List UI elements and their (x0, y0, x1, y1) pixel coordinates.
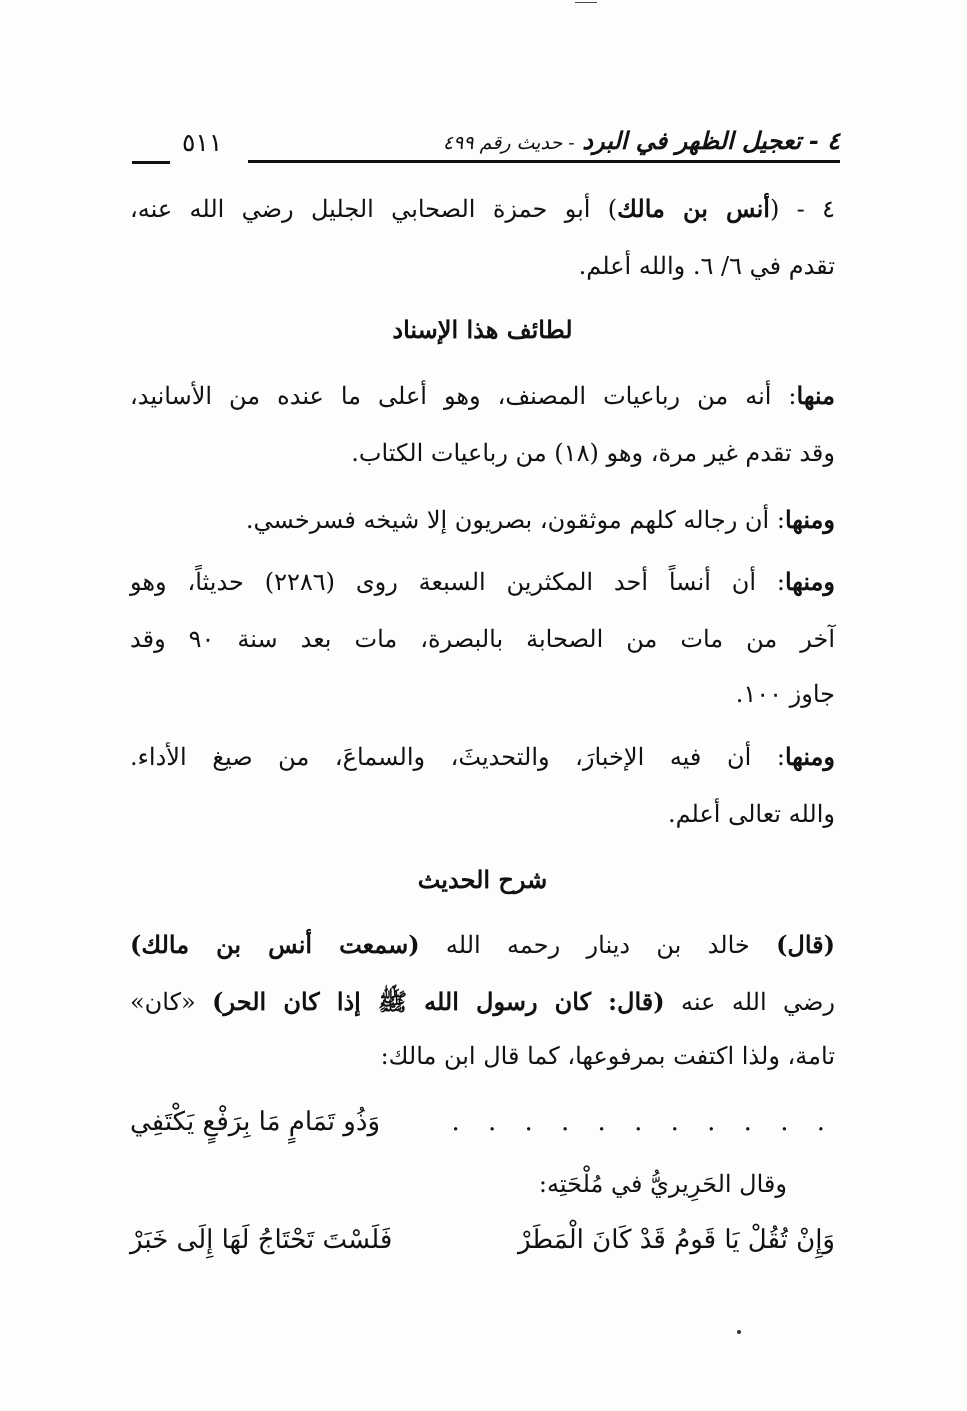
section-heading-isnad: لطائف هذا الإسناد (392, 315, 573, 344)
lead-word: ومنها (784, 742, 835, 771)
verse-second-hemistich: وَذُو تَمَامٍ مَا بِرَفْعٍ يَكْتَفِي (130, 1107, 380, 1137)
running-header (130, 126, 840, 170)
verse-line (130, 1100, 835, 1144)
page-number: ٥١١ (182, 128, 223, 157)
stray-dot (737, 1330, 741, 1334)
lead-word: منها (796, 381, 835, 410)
text-segment: : أن رجاله كلهم موثقون، بصريون إلا شيخه فسرخسي. (245, 506, 785, 534)
text-line (130, 376, 835, 416)
text-line: وقال الحَرِيريُّ في مُلْحَتِه: (538, 1170, 787, 1198)
chapter-number: ٤ - (808, 126, 840, 155)
text-segment: رضي الله عنه (664, 988, 836, 1016)
verse-line (130, 1218, 835, 1262)
text-line (130, 925, 835, 965)
header-title (443, 126, 840, 155)
text-line: تقدم في ٦/ ٦. والله أعلم. (578, 252, 835, 280)
bold-segment: (سمعت أنس بن مالك) (130, 930, 420, 959)
top-edge-mark (575, 2, 597, 3)
text-segment: : أنه من رباعيات المصنف، وهو أعلى ما عنده من الأسانيد، (130, 382, 797, 410)
text-line: وقد تقدم غير مرة، وهو (١٨) من رباعيات الكتاب. (351, 439, 835, 467)
hadith-reference: - حديث رقم ٤٩٩ (442, 132, 575, 154)
header-rule (248, 160, 840, 163)
narrator-name: أنس بن مالك (617, 194, 770, 223)
text-line: آخر من مات من الصحابة بالبصرة، مات بعد سنة ٩٠ وقد (130, 625, 835, 653)
bold-segment: (قال) (776, 930, 835, 959)
text-line (130, 982, 835, 1022)
text-line: جاوز ١٠٠. (735, 680, 835, 708)
verse-second-hemistich: فَلَسْتَ تَحْتَاجُ لَهَا إِلَى خَبَرْ (130, 1225, 393, 1255)
section-heading-sharh: شرح الحديث (417, 865, 548, 894)
text-line (130, 189, 835, 229)
lead-word: ومنها (784, 567, 835, 596)
text-segment: خالد بن دينار رحمه الله (419, 931, 777, 959)
item-number: ٤ - ( (769, 195, 836, 223)
text-line: والله تعالى أعلم. (667, 800, 835, 828)
page-number-dash (132, 161, 170, 164)
text-line (130, 737, 835, 777)
text-segment: : أن أنساً أحد المكثرين السبعة روى (٢٢٨٦) حديثاً، وهو (130, 568, 785, 596)
text-segment: : أن فيه الإخبارَ، والتحديثَ، والسماعَ، من صيغ الأداء. (130, 743, 785, 771)
verse-first-hemistich: وَإِنْ تُقُلْ يَا قَومُ قَدْ كَانَ الْمَطَرْ (518, 1225, 835, 1255)
text-line (130, 562, 835, 602)
bold-segment: (قال: كان رسول الله ﷺ إذا كان الحر) (212, 987, 665, 1016)
chapter-title: تعجيل الظهر في البرد (582, 126, 802, 155)
text-line: تامة، ولذا اكتفت بمرفوعها، كما قال ابن مالك: (380, 1042, 835, 1070)
text-segment: «كان» (130, 988, 213, 1016)
lead-word: ومنها (784, 505, 835, 534)
text-segment: ) أبو حمزة الصحابي الجليل رضي الله عنه، (130, 195, 618, 223)
verse-first-hemistich: . . . . . . . . . . . (451, 1107, 835, 1137)
text-line (130, 500, 835, 540)
